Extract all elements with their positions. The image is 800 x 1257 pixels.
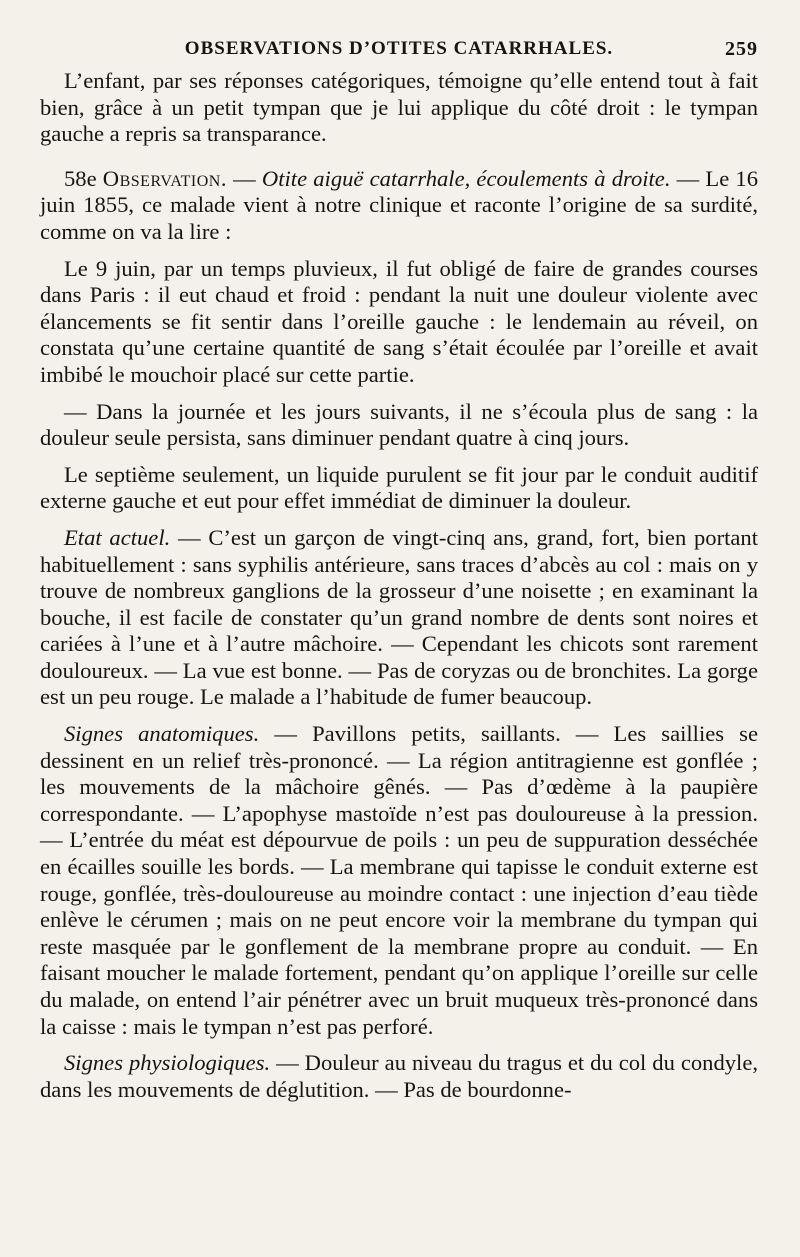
signes-anatomiques-label: Signes anatomiques. — [64, 721, 260, 747]
paragraph-signes-physiologiques — [40, 1050, 758, 1103]
signes-anatomiques-text: — Pavillons petits, saillants. — Les saillies se dessinent en un relief très-prononcé. — La région antitragienne est gonflée ; les mouvements de la mâchoire gênés. — Pas d’œdème à la paupière correspondante. — L’apophyse mastoïde n’est pas douloureuse à la pression. — L’entrée du méat est dépourvue de poils : un peu de suppuration desséchée en écailles souille les bords. — La membrane qui tapisse le conduit externe est rouge, gonflée, très-douloureuse au moindre contact : une injection d’eau tiède enlève le cérumen ; mais on ne peut encore voir la membrane du tympan qui reste masquée par le gonflement de la membrane propre au conduit. — En faisant moucher le malade fortement, pendant qu’on applique l’oreille sur celle du malade, on entend l’air pénétrer avec un bruit muqueux très-prononcé dans la caisse : mais le tympan n’est pas perforé. — [40, 721, 758, 1039]
paragraph-enfant: L’enfant, par ses réponses catégoriques, témoigne qu’elle entend tout à fait bien, grâce à un petit tympan que je lui applique du côté droit : le tympan gauche a repris sa transparance. — [40, 68, 758, 147]
paragraph-9-juin: Le 9 juin, par un temps pluvieux, il fut obligé de faire de grandes courses dans Paris : il eut chaud et froid : pendant la nuit une douleur violente avec élancements se fit sentir dans l’oreille gauche : le lendemain au réveil, on constata qu’une certaine quantité de sang s’était écoulée par l’oreille et avait imbibé le mouchoir placé sur cette partie. — [40, 255, 758, 387]
observation-heading-paragraph — [40, 166, 758, 246]
running-header — [40, 32, 758, 68]
etat-actuel-label: Etat actuel. — [64, 524, 171, 550]
paragraph-journee: — Dans la journée et les jours suivants, il ne s’écoula plus de sang : la douleur seule persista, sans diminuer pendant quatre à cinq jours. — [40, 398, 758, 451]
etat-actuel-text: — C’est un garçon de vingt-cinq ans, grand, fort, bien portant habituellement : sans syphilis antérieure, sans traces d’abcès au col : mais on y trouve de nombreux ganglions de la grosseur d’une noisette ; en examinant la bouche, il est facile de constater qu’un grand nombre de dents sont noires et cariées à l’une et à l’autre mâchoire. — Cependant les chicots sont rarement douloureux. — La vue est bonne. — Pas de coryzas ou de bronchites. La gorge est un peu rouge. Le malade a l’habitude de fumer beaucoup. — [40, 524, 758, 710]
signes-physiologiques-text: — Douleur au niveau du tragus et du col du condyle, dans les mouvements de déglutition. — Pas de bourdonne- — [40, 1050, 758, 1102]
observation-title: Otite aiguë catarrhale, écoulements à droite. — [261, 165, 671, 191]
observation-intro: — Le 16 juin 1855, ce malade vient à notre clinique et raconte l’origine de sa surdité, comme on va la lire : — [40, 165, 759, 244]
observation-dash: — — [226, 165, 262, 191]
observation-number: 58e — [64, 165, 97, 191]
paragraph-etat-actuel — [40, 525, 758, 711]
paragraph-septieme: Le septième seulement, un liquide purulent se fit jour par le conduit auditif externe gauche et eut pour effet immédiat de diminuer la douleur. — [40, 461, 758, 514]
observation-label: Observation. — [102, 165, 227, 191]
paragraph-signes-anatomiques — [40, 721, 758, 1040]
page-number: 259 — [725, 38, 758, 60]
chapter-title: OBSERVATIONS D’OTITES CATARRHALES. — [184, 38, 614, 59]
signes-physiologiques-label: Signes physiologiques. — [64, 1050, 271, 1076]
